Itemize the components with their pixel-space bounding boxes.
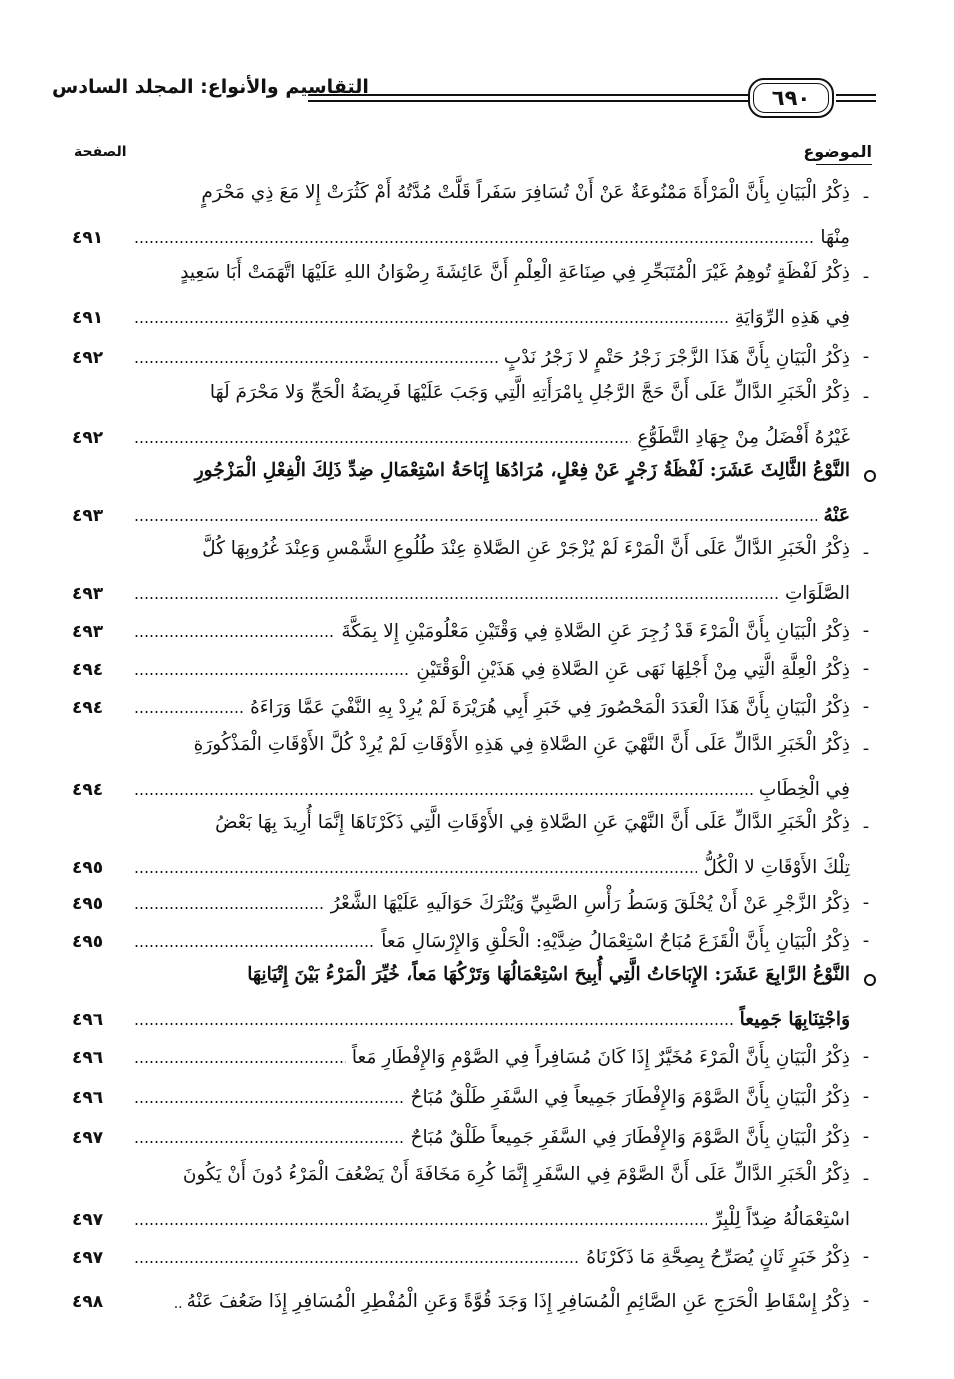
column-heading-page: الصفحة xyxy=(74,144,127,160)
dash-marker: - xyxy=(862,658,870,679)
page-reference: ٤٩٦ xyxy=(72,1010,104,1030)
entry-line: ذِكْرُ الْخَبَرِ الدَّالِّ عَلَى أَنَّ النَّهْيَ عَنِ الصَّلاةِ فِي الأَوْقَاتِ الَّتِي ذَكَرْنَاهَا إِنَّمَا أُرِيدَ بِهَا بَعْضُ xyxy=(215,812,850,833)
index-entry xyxy=(72,730,872,806)
dash-marker: - xyxy=(862,1168,870,1189)
leader-dots xyxy=(134,361,498,363)
entry-line: فِي الْخِطَابِ xyxy=(758,779,850,800)
entry-line: ذِكْرُ الزَّجْرِ عَنْ أَنْ يُحْلَقَ وَسَطُ رَأْسِ الصَّبِيِّ وَيُتْرَكَ حَوَالَيهِ عَلَيْهَا الشَّعْرُ xyxy=(330,893,850,914)
entry-line: ذِكْرُ خَبَرٍ ثَانٍ يُصَرِّحُ بِصِحَّةِ مَا ذَكَرْنَاهُ xyxy=(586,1247,850,1268)
entry-line: غَيْرُهُ أَفْضَلُ مِنْ جِهَادِ التَّطَوُّعِ xyxy=(637,427,850,448)
header-rule xyxy=(836,94,876,96)
leader-dots xyxy=(134,711,244,713)
page-reference: ٤٩٣ xyxy=(72,584,104,604)
index-entry xyxy=(72,1080,872,1114)
entry-line: ذِكْرُ إِسْقَاطِ الْحَرَجِ عَنِ الصَّائِمِ الْمُسَافِرِ إِذَا وَجَدَ قُوَّةً وَعَنِ الْمُفْطِرِ الْمُسَافِرِ إِذَا ضَعُفَ عَنْهُ xyxy=(186,1291,850,1312)
page-reference: ٤٩٣ xyxy=(72,622,104,642)
index-entry xyxy=(72,1040,872,1074)
entry-line: ذِكْرُ الْبَيَانِ بِأَنَّ الْمَرْأَةَ مَمْنُوعَةٌ عَنْ أَنْ تُسَافِرَ سَفَراً قَلَّتْ مُدَّتُهُ أَمْ كَثُرَتْ إِلا مَعَ ذِي مَحْرَمٍ xyxy=(201,182,850,203)
dash-marker: - xyxy=(862,620,870,641)
index-entry xyxy=(72,378,872,454)
entry-line: فِي هَذِهِ الرِّوَايَةِ xyxy=(734,307,850,328)
page-reference: ٤٩٤ xyxy=(72,780,104,800)
entry-last-line xyxy=(72,1204,850,1230)
entry-line: ذِكْرُ الْبَيَانِ بِأَنَّ الْمَرْءَ مُخَيَّرٌ إِذَا كَانَ مُسَافِراً فِي الصَّوْمِ وَالإِفْطَارِ مَعاً xyxy=(351,1047,850,1068)
entry-last-line xyxy=(72,1122,850,1148)
index-entry xyxy=(72,1160,872,1236)
leader-dots xyxy=(134,907,325,909)
leader-dots xyxy=(134,519,817,521)
leader-dots xyxy=(134,793,753,795)
index-entry xyxy=(72,614,872,648)
page-reference: ٤٩٣ xyxy=(72,506,104,526)
entry-last-line xyxy=(72,654,850,680)
circle-marker xyxy=(864,470,876,482)
dash-marker: - xyxy=(862,386,870,407)
section-heading-line: وَاجْتِنَابِهَا جَمِيعاً xyxy=(739,1009,850,1030)
index-entry xyxy=(72,340,872,374)
dash-marker: - xyxy=(862,1086,870,1107)
entry-line: الصَّلَوَاتِ xyxy=(784,583,850,604)
entry-last-line xyxy=(72,302,850,328)
section-heading-line: النَّوْعُ الرَّابِعَ عَشَرَ: الإِبَاحَاتُ الَّتِي أُبِيحَ اسْتِعْمَالُهَا وَتَرْكُهَا مَعاً، خُيِّرَ الْمَرْءُ بَيْنَ إِتْيَانِهَا xyxy=(247,964,850,985)
entry-last-line xyxy=(72,1286,850,1312)
running-title: التقاسيم والأنواع: المجلد السادس xyxy=(52,76,369,98)
entry-line: ذِكْرُ لَفْظَةٍ تُوهِمُ غَيْرَ الْمُتَبَحِّرِ فِي صِنَاعَةِ الْعِلْمِ أَنَّ عَائِشَةَ رِضْوَانُ اللهِ عَلَيْهَا اتَّهَمَتْ أَبَا سَعِيدٍ xyxy=(180,262,850,283)
index-entry xyxy=(72,886,872,920)
page-reference: ٤٩٦ xyxy=(72,1088,104,1108)
dash-marker: - xyxy=(862,542,870,563)
entry-line: اسْتِعْمَالُهُ ضِدّاً لِلْبِرِّ xyxy=(713,1209,850,1230)
index-entry xyxy=(72,178,872,254)
section-entry xyxy=(72,456,872,532)
entry-line: مِنْهَا xyxy=(820,227,850,248)
entry-line: ذِكْرُ الْبَيَانِ بِأَنَّ الْمَرْءَ قَدْ زُجِرَ عَنِ الصَّلاةِ فِي وَقْتَيْنِ مَعْلُومَيْنِ إِلا بِمَكَّةَ xyxy=(341,621,850,642)
leader-dots xyxy=(134,1061,346,1063)
dash-marker: - xyxy=(862,816,870,837)
leader-dots xyxy=(134,1023,734,1025)
entry-line: ذِكْرُ الْخَبَرِ الدَّالِّ عَلَى أَنَّ الْمَرْءَ لَمْ يُزْجَرْ عَنِ الصَّلاةِ عِنْدَ طُلُوعِ الشَّمْسِ وَعِنْدَ غُرُوبِهَا كُلَّ xyxy=(202,538,850,559)
entry-last-line xyxy=(72,692,850,718)
page-reference: ٤٩١ xyxy=(72,228,104,248)
entry-line: ذِكْرُ الْخَبَرِ الدَّالِّ عَلَى أَنَّ الصَّوْمَ فِي السَّفَرِ إِنَّمَا كُرِهَ مَخَافَةَ أَنْ يَضْعُفَ الْمَرْءُ دُونَ أَنْ يَكُونَ xyxy=(182,1164,850,1185)
dash-marker: - xyxy=(862,346,870,367)
header-rule xyxy=(308,100,748,102)
entry-last-line xyxy=(72,1242,850,1268)
page-number: ٦٩٠ xyxy=(771,86,811,110)
running-header xyxy=(52,70,876,124)
entry-last-line xyxy=(72,1004,850,1030)
entry-line: ذِكْرُ الْبَيَانِ بِأَنَّ هَذَا الزَّجْرَ زَجْرُ حَتْمٍ لا زَجْرُ نَدْبٍ xyxy=(503,347,850,368)
header-rule xyxy=(308,94,748,96)
entry-last-line xyxy=(72,774,850,800)
entry-last-line xyxy=(72,926,850,952)
entry-last-line xyxy=(72,342,850,368)
page-number-box xyxy=(748,78,834,118)
index-entry xyxy=(72,1120,872,1154)
leader-dots xyxy=(134,1223,707,1225)
entry-last-line xyxy=(72,422,850,448)
entry-line: ذِكْرُ الْبَيَانِ بِأَنَّ الصَّوْمَ وَالإِفْطَارَ جَمِيعاً فِي السَّفَرِ طَلْقٌ مُبَاحٌ xyxy=(410,1087,850,1108)
index-entry xyxy=(72,534,872,610)
entry-line: تِلْكَ الأَوْقَاتِ لا الْكُلُّ xyxy=(703,857,850,878)
page-reference: ٤٩٧ xyxy=(72,1210,104,1230)
entry-line: ذِكْرُ الْبَيَانِ بِأَنَّ الصَّوْمَ وَالإِفْطَارَ فِي السَّفَرِ جَمِيعاً طَلْقٌ مُبَاحٌ xyxy=(410,1127,850,1148)
column-heading-underline xyxy=(816,164,872,165)
leader-dots xyxy=(134,597,779,599)
dash-marker: - xyxy=(862,1126,870,1147)
page-reference: ٤٩٤ xyxy=(72,698,104,718)
page-reference: ٤٩٨ xyxy=(72,1292,104,1312)
leader-dots xyxy=(134,441,631,443)
ellipsis: .. xyxy=(173,1296,183,1312)
index-entry xyxy=(72,924,872,958)
column-heading-topic: الموضوع xyxy=(803,142,872,161)
leader-dots xyxy=(134,1261,580,1263)
entry-line: ذِكْرُ الْبَيَانِ بِأَنَّ هَذَا الْعَدَدَ الْمَحْصُورَ فِي خَبَرِ أَبِي هُرَيْرَةَ لَمْ يُرِدْ بِهِ النَّفْيَ عَمَّا وَرَاءَهُ xyxy=(250,697,850,718)
dash-marker: - xyxy=(862,696,870,717)
dash-marker: - xyxy=(862,892,870,913)
page-reference: ٤٩٥ xyxy=(72,858,104,878)
leader-dots xyxy=(134,871,697,873)
dash-marker: - xyxy=(862,738,870,759)
leader-dots xyxy=(134,321,729,323)
page-reference: ٤٩٢ xyxy=(72,348,104,368)
index-entry xyxy=(72,1240,872,1274)
entry-line: ذِكْرُ الْخَبَرِ الدَّالِّ عَلَى أَنَّ النَّهْيَ عَنِ الصَّلاةِ فِي هَذِهِ الأَوْقَاتِ لَمْ يُرِدْ كُلَّ الأَوْقَاتِ الْمَذْكُورَةِ xyxy=(193,734,850,755)
page-reference: ٤٩٤ xyxy=(72,660,104,680)
leader-dots xyxy=(134,945,375,947)
leader-dots xyxy=(134,1141,405,1143)
page-reference: ٤٩٦ xyxy=(72,1048,104,1068)
entry-last-line xyxy=(72,222,850,248)
entry-last-line xyxy=(72,852,850,878)
dash-marker: - xyxy=(862,930,870,951)
section-heading-line: عَنْهُ xyxy=(823,505,850,526)
dash-marker: - xyxy=(862,1046,870,1067)
entry-last-line xyxy=(72,888,850,914)
entry-last-line xyxy=(72,1082,850,1108)
index-entry xyxy=(72,690,872,724)
leader-dots xyxy=(134,635,335,637)
entry-line: ذِكْرُ الْبَيَانِ بِأَنَّ الْقَزَعَ مُبَاحٌ اسْتِعْمَالُ ضِدَّيْهِ: الْحَلْقِ وَالإِرْسَالِ مَعاً xyxy=(381,931,850,952)
circle-marker xyxy=(864,974,876,986)
index-entry xyxy=(72,808,872,884)
header-rule xyxy=(836,100,876,102)
leader-dots xyxy=(134,673,410,675)
section-heading-line: النَّوْعُ الثَّالِثَ عَشَرَ: لَفْظَةُ زَجْرٍ عَنْ فِعْلٍ، مُرَادُهَا إِبَاحَةُ اسْتِعْمَالِ ضِدِّ ذَلِكَ الْفِعْلِ الْمَزْجُورِ xyxy=(194,460,850,481)
leader-dots xyxy=(134,241,814,243)
dash-marker: - xyxy=(862,1290,870,1311)
index-entry xyxy=(72,1284,872,1318)
entry-last-line xyxy=(72,1042,850,1068)
page-reference: ٤٩٥ xyxy=(72,894,104,914)
leader-dots xyxy=(134,1101,405,1103)
section-entry xyxy=(72,960,872,1036)
entry-line: ذِكْرُ الْخَبَرِ الدَّالِّ عَلَى أَنَّ حَجَّ الرَّجُلِ بِامْرَأَتِهِ الَّتِي وَجَبَ عَلَيْهَا فَرِيضَةُ الْحَجِّ وَلا مَحْرَمَ لَهَا xyxy=(209,382,850,403)
index-entry xyxy=(72,258,872,334)
page-reference: ٤٩٧ xyxy=(72,1248,104,1268)
page-reference: ٤٩١ xyxy=(72,308,104,328)
page-reference: ٤٩٥ xyxy=(72,932,104,952)
page-reference: ٤٩٢ xyxy=(72,428,104,448)
entry-last-line xyxy=(72,616,850,642)
entry-line: ذِكْرُ الْعِلَّةِ الَّتِي مِنْ أَجْلِهَا نَهَى عَنِ الصَّلاةِ فِي هَذَيْنِ الْوَقْتَيْنِ xyxy=(416,659,850,680)
dash-marker: - xyxy=(862,266,870,287)
dash-marker: - xyxy=(862,186,870,207)
entry-last-line xyxy=(72,500,850,526)
dash-marker: - xyxy=(862,1246,870,1267)
page-reference: ٤٩٧ xyxy=(72,1128,104,1148)
entry-last-line xyxy=(72,578,850,604)
index-entry xyxy=(72,652,872,686)
